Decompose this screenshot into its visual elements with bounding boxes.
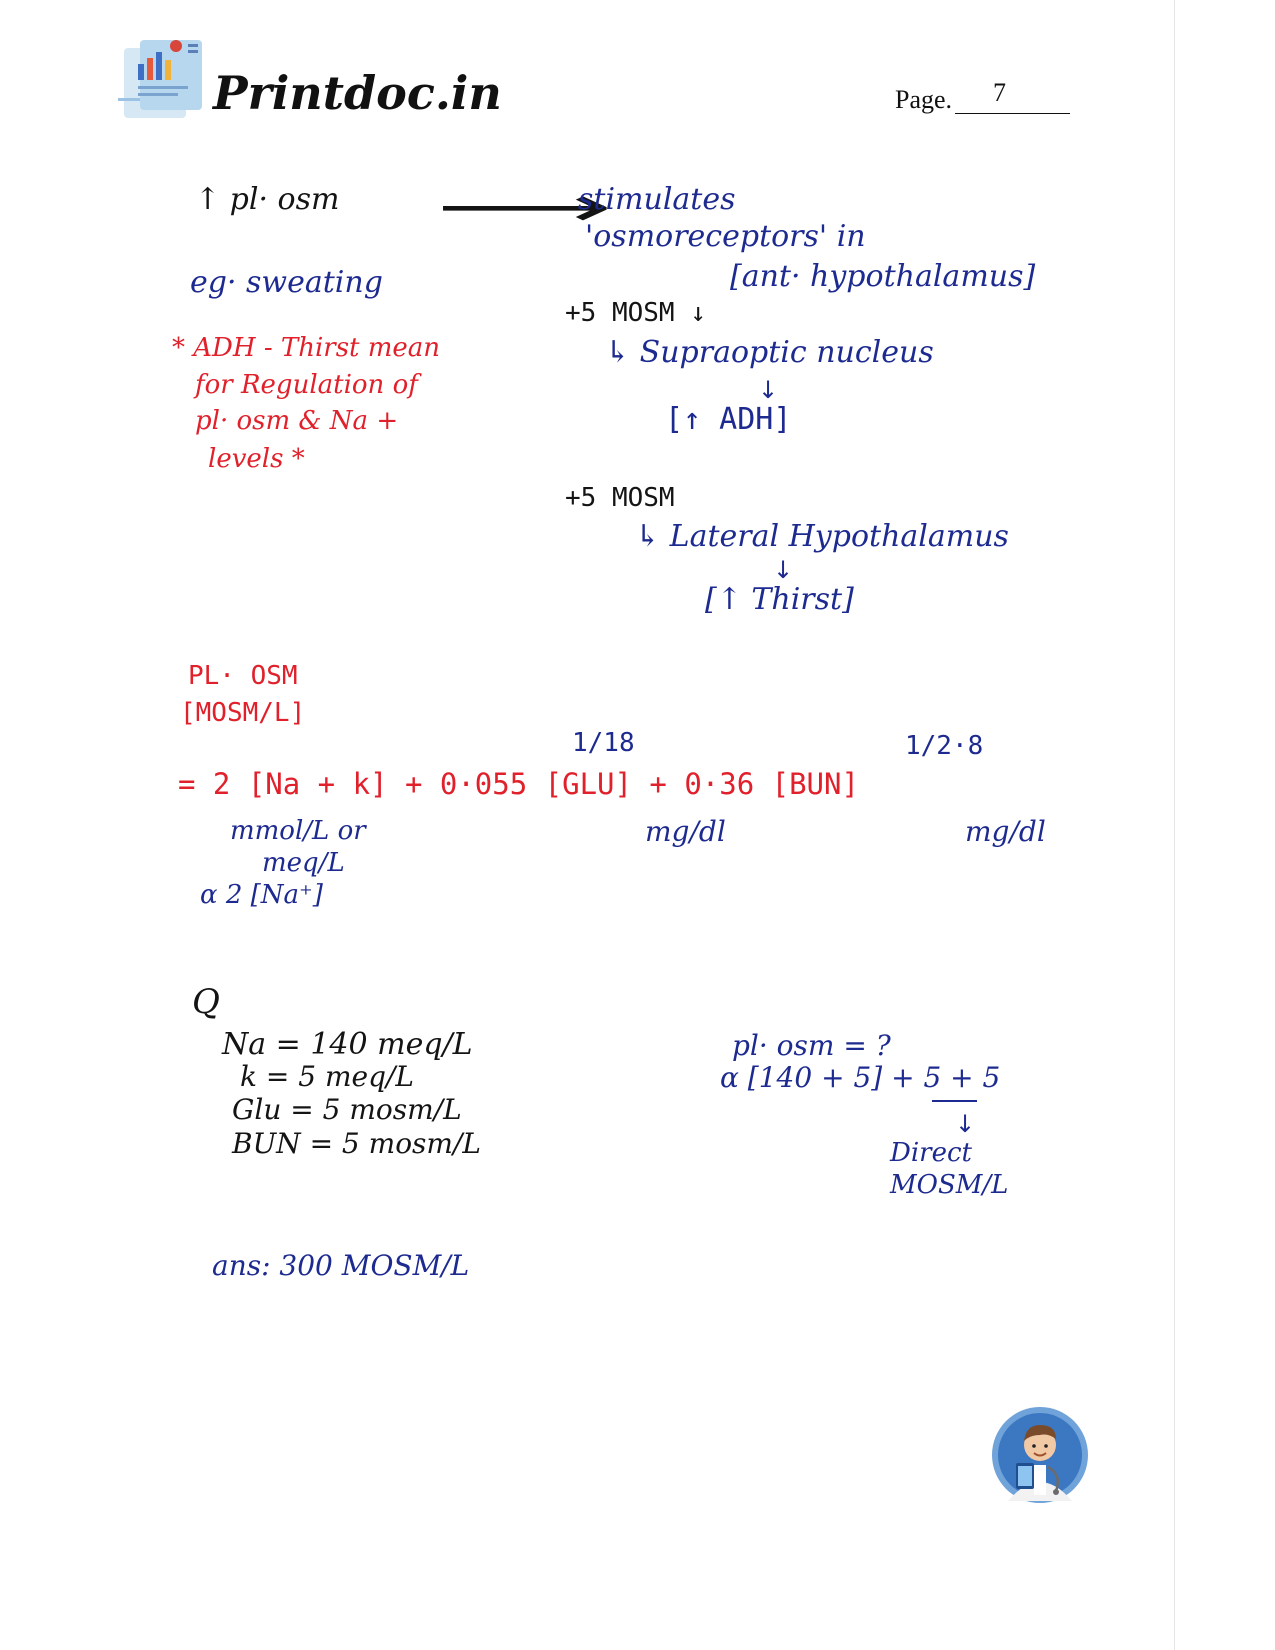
doctor-avatar-icon (990, 1405, 1090, 1505)
branch1-result: [↑ ADH] (665, 402, 792, 437)
formula-label-1: PL· OSM (188, 661, 298, 691)
ant-hypothalamus-text: [ant· hypothalamus] (730, 259, 1036, 294)
fraction-bun: 1/2·8 (905, 731, 984, 761)
printdoc-logo-icon (118, 38, 213, 123)
note-line-2: for Regulation of (195, 370, 418, 400)
given-potassium: k = 5 meq/L (240, 1060, 415, 1093)
note-line-1: * ADH - Thirst mean (172, 333, 441, 363)
page-number: 7 (993, 78, 1006, 107)
stimulates-text: stimulates (578, 182, 736, 217)
calc-expression: α [140 + 5] + 5 + 5 (720, 1061, 1001, 1094)
question-marker: Q (192, 982, 220, 1022)
long-right-arrow: ⟶ (436, 175, 613, 240)
branch1-down-arrow: ↓ (758, 376, 779, 404)
calc-note-direct: Direct (890, 1138, 972, 1168)
branch2-result: [↑ Thirst] (705, 582, 854, 617)
page-label: Page. (895, 85, 953, 114)
unit-mgdl-glu: mg/dl (645, 815, 726, 848)
note-line-4: levels * (208, 444, 305, 474)
scan-edge-line (1174, 0, 1175, 1650)
brand-title: Printdoc.in (213, 66, 502, 120)
heading-plasma-osm: ↑ pl· osm (195, 182, 340, 217)
formula-label-2: [MOSM/L] (180, 698, 306, 728)
formula-main: = 2 [Na + k] + 0·055 [GLU] + 0·36 [BUN] (178, 767, 859, 801)
unit-meq: meq/L (262, 848, 345, 878)
branch2-target: ↳ Lateral Hypothalamus (635, 519, 1009, 554)
fraction-glu: 1/18 (572, 728, 635, 758)
calc-note-unit: MOSM/L (890, 1170, 1009, 1200)
answer-text: ans: 300 MOSM/L (212, 1249, 470, 1282)
given-sodium: Na = 140 meq/L (222, 1027, 473, 1062)
note-line-3: pl· osm & Na + (195, 406, 399, 436)
calc-underline (932, 1100, 977, 1102)
branch2-down-arrow: ↓ (773, 556, 794, 584)
given-glucose: Glu = 5 mosm/L (232, 1093, 462, 1126)
page-number-underline (955, 113, 1070, 114)
unit-mgdl-bun: mg/dl (965, 815, 1046, 848)
branch1-target: ↳ Supraoptic nucleus (605, 335, 934, 370)
unit-mmol: mmol/L or (230, 816, 366, 846)
calc-down-arrow: ↓ (955, 1110, 976, 1138)
calc-heading: pl· osm = ? (732, 1029, 891, 1062)
unit-sodium-approx: α 2 [Na⁺] (200, 880, 323, 910)
osmoreceptors-text: 'osmoreceptors' in (585, 219, 866, 254)
given-bun: BUN = 5 mosm/L (232, 1127, 482, 1160)
example-sweating: eg· sweating (190, 265, 383, 300)
branch1-trigger: +5 MOSM ↓ (565, 298, 706, 328)
branch2-trigger: +5 MOSM (565, 483, 675, 513)
